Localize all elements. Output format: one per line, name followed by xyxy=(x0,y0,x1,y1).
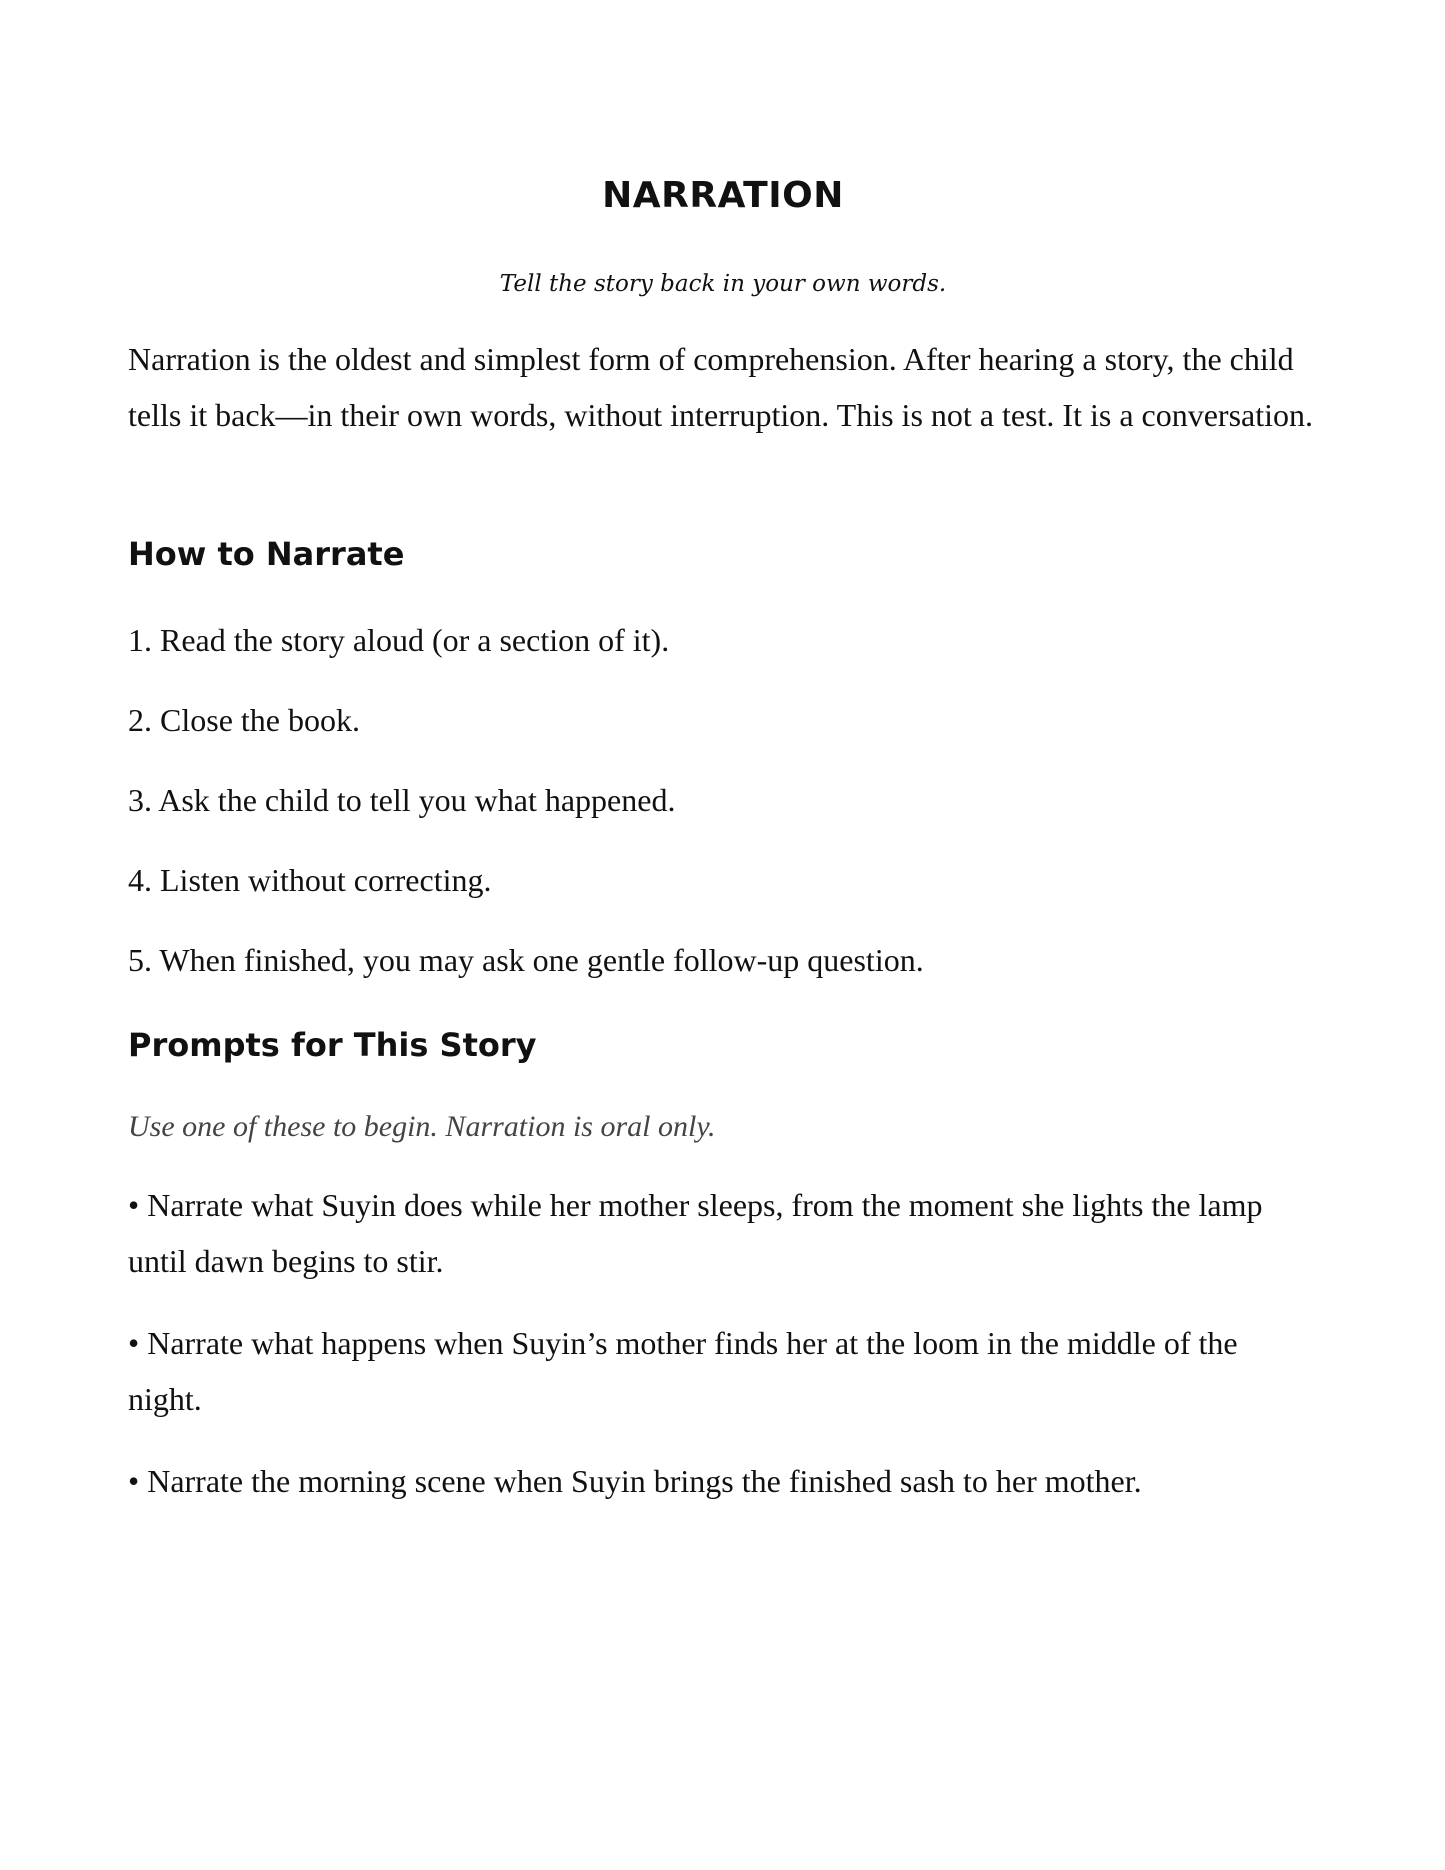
prompt-item: • Narrate what Suyin does while her mother sleeps, from the moment she lights the lamp until dawn begins to stir. xyxy=(128,1187,1263,1279)
prompts-note: Use one of these to begin. Narration is oral only. xyxy=(128,1110,716,1143)
prompts-heading: Prompts for This Story xyxy=(128,1026,537,1064)
page-subtitle: Tell the story back in your own words. xyxy=(499,271,947,297)
step-item: 5. When finished, you may ask one gentle follow-up question. xyxy=(128,942,924,978)
step-item: 4. Listen without correcting. xyxy=(128,862,492,898)
page-title: NARRATION xyxy=(602,175,844,216)
how-to-heading: How to Narrate xyxy=(128,535,405,573)
intro-paragraph: Narration is the oldest and simplest form of comprehension. After hearing a story, the child tells it back—in their own words, without interruption. This is not a test. It is a conversation. xyxy=(128,341,1314,433)
prompt-item: • Narrate the morning scene when Suyin brings the finished sash to her mother. xyxy=(128,1463,1142,1499)
step-item: 3. Ask the child to tell you what happened. xyxy=(128,782,676,818)
step-item: 1. Read the story aloud (or a section of it). xyxy=(128,622,670,658)
prompt-item: • Narrate what happens when Suyin’s mother finds her at the loom in the middle of the night. xyxy=(128,1325,1238,1417)
step-item: 2. Close the book. xyxy=(128,702,360,738)
